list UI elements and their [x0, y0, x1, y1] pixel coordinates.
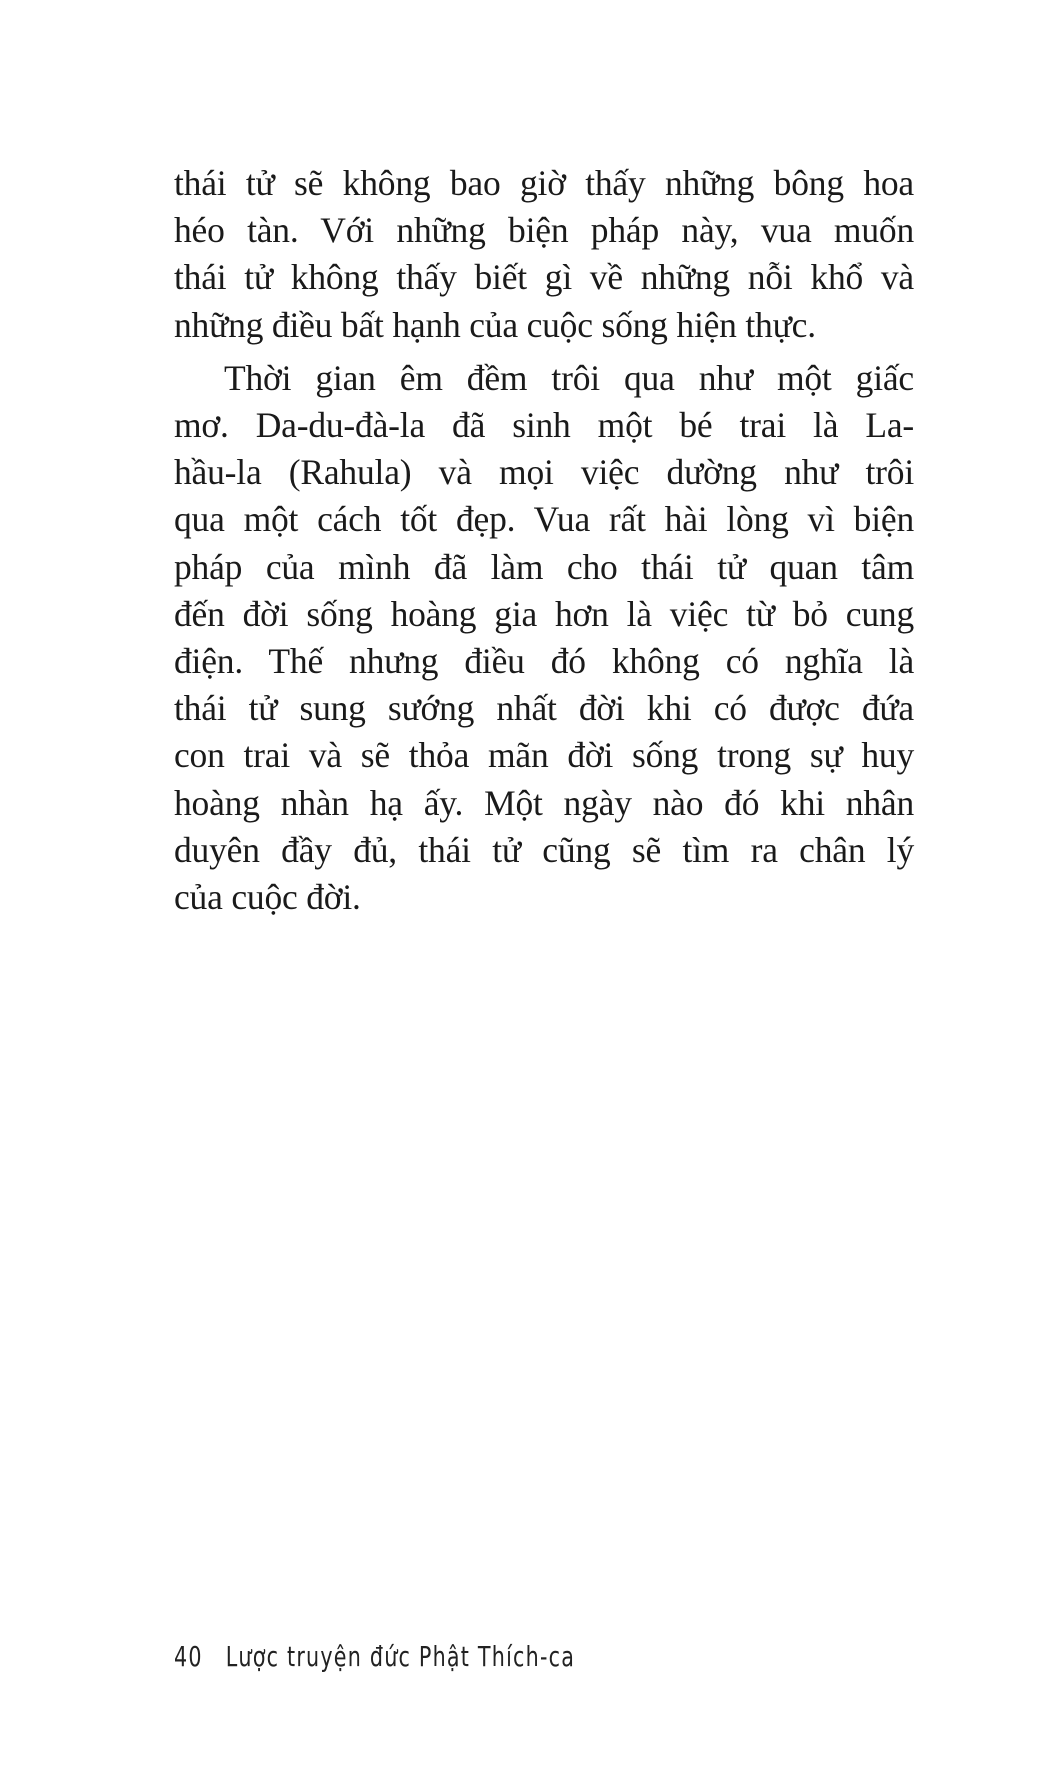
- text-line: của cuộc đời.: [174, 877, 361, 918]
- text-line: những điều bất hạnh của cuộc sống hiện thực.: [174, 304, 816, 345]
- text-line: con trai và sẽ thỏa mãn đời sống trong sự huy: [174, 735, 914, 776]
- text-line: duyên đầy đủ, thái tử cũng sẽ tìm ra chân lý: [174, 829, 914, 870]
- text-line: thái tử không thấy biết gì về những nỗi khổ và: [174, 257, 914, 298]
- text-line: héo tàn. Với những biện pháp này, vua muốn: [174, 210, 914, 251]
- text-line: mơ. Da-du-đà-la đã sinh một bé trai là La-: [174, 405, 914, 446]
- text-line: điện. Thế nhưng điều đó không có nghĩa là: [174, 641, 914, 682]
- text-line: pháp của mình đã làm cho thái tử quan tâm: [174, 546, 914, 587]
- text-line: thái tử sẽ không bao giờ thấy những bông hoa: [174, 163, 914, 203]
- text-line: đến đời sống hoàng gia hơn là việc từ bỏ cung: [174, 593, 914, 634]
- page-number: 40: [174, 1640, 203, 1673]
- text-line: qua một cách tốt đẹp. Vua rất hài lòng vì biện: [174, 499, 914, 540]
- paragraph-2: [174, 355, 914, 921]
- page-footer: [174, 1640, 575, 1673]
- text-line: hầu-la (Rahula) và mọi việc dường như trôi: [174, 452, 914, 493]
- text-line: thái tử sung sướng nhất đời khi có được đứa: [174, 688, 914, 729]
- text-line: hoàng nhàn hạ ấy. Một ngày nào đó khi nhân: [174, 782, 914, 823]
- text-line: Thời gian êm đềm trôi qua như một giấc: [224, 357, 914, 398]
- paragraph-1: [174, 160, 914, 349]
- book-title: Lược truyện đức Phật Thích-ca: [225, 1640, 576, 1673]
- page-body: [174, 160, 914, 921]
